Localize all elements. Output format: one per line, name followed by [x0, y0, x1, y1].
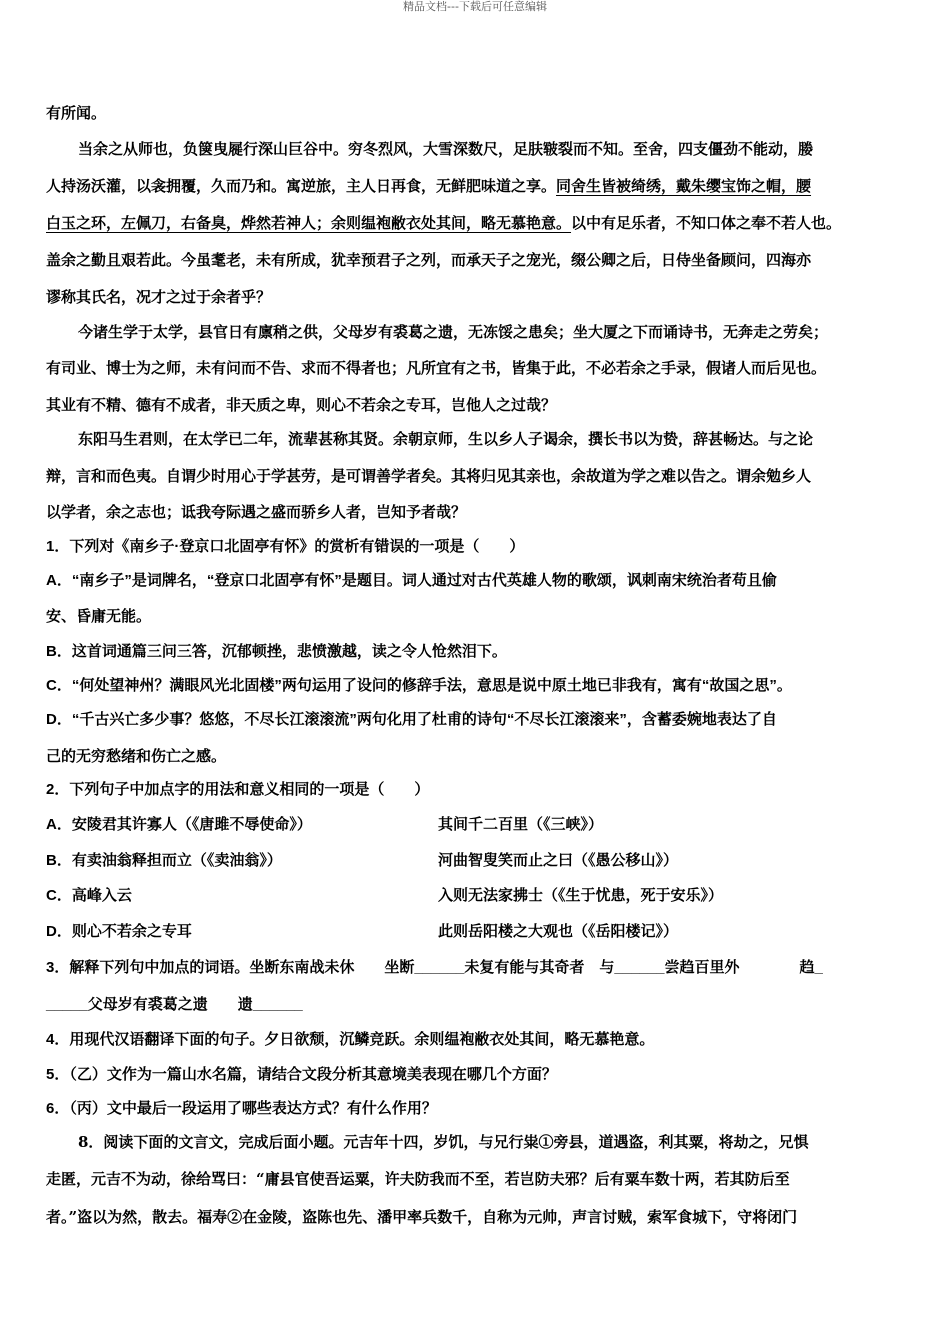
question-text: 5．（乙）文作为一篇山水名篇，请结合文段分析其意境美表现在哪几个方面？	[46, 1066, 557, 1083]
option-d	[46, 708, 777, 729]
option-text: B．有卖油翁释担而立（《卖油翁》）	[46, 852, 282, 869]
question-text: 1．下列对《南乡子·登京口北固亭有怀》的赏析有错误的一项是（ ）	[46, 538, 525, 555]
question-text: 者。”盗以为然，散去。福寿②在金陵，盗陈也先、潘甲率兵数千，自称为元帅，声言讨贼，索军食城下，守将闭门	[46, 1208, 798, 1226]
text-span: 有所闻。	[46, 104, 107, 122]
question-1	[46, 535, 524, 556]
text-span: 当余之从师也，负箧曳屣行深山巨谷中。穷冬烈风，大雪深数尺，足肤皲裂而不知。至舍，四支僵劲不能动，媵	[78, 140, 814, 158]
option-a	[46, 813, 604, 834]
option-text: 安、昏庸无能。	[46, 608, 152, 625]
option-a-cont	[46, 605, 151, 626]
question-3-cont	[46, 993, 303, 1014]
text-span: 谬称其氏名，况才之过于余者乎？	[46, 288, 272, 306]
text-span: 其业有不精、德有不成者，非天质之卑，则心不若余之专耳，岂他人之过哉？	[46, 396, 557, 414]
option-text: C．“何处望神州？满眼风光北固楼”两句运用了设问的修辞手法，意思是说中原土地已非我有，寓有“故国之思”。	[46, 677, 792, 694]
option-c	[46, 884, 724, 905]
text-line	[46, 175, 811, 196]
option-text: B．这首词通篇三问三答，沉郁顿挫，悲愤激越，读之令人怆然泪下。	[46, 643, 507, 660]
text-line	[78, 428, 813, 449]
text-line	[46, 249, 811, 270]
text-span: 人持汤沃灌，以衾拥覆，久而乃和。寓逆旅，主人日再食，无鲜肥味道之享。	[46, 177, 557, 195]
question-text: 6．（丙）文中最后一段运用了哪些表达方式？有什么作用？	[46, 1100, 437, 1117]
question-8-cont	[46, 1168, 790, 1189]
text-line	[46, 357, 826, 378]
question-text: 走匿，元吉不为动，徐给骂曰：“庸县官使吾运粟，许夫防我而不至，若岂防夫邪？后有粟车数十两，若其防后至	[46, 1170, 790, 1188]
text-span: 今诸生学于太学，县官日有廪稍之供，父母岁有裘葛之遗，无冻馁之患矣；坐大厦之下而诵诗书，无奔走之劳矣；	[78, 323, 829, 341]
question-5	[46, 1063, 557, 1084]
option-text: D．则心不若余之专耳	[46, 923, 192, 940]
text-span: 以学者，余之志也；诋我夸际遇之盛而骄乡人者，岂知予者哉？	[46, 503, 467, 521]
text-line	[46, 394, 556, 415]
text-line	[46, 102, 106, 123]
option-d	[46, 920, 679, 941]
text-line	[78, 138, 813, 159]
option-b	[46, 640, 507, 661]
text-span: 有司业、博士为之师，未有问而不告、求而不得者也；凡所宜有之书，皆集于此，不必若余之手录，假诸人而后见也。	[46, 359, 827, 377]
page-header: 精品文档---下载后可任意编辑	[403, 0, 547, 13]
question-text: 8．阅读下面的文言文，完成后面小题。元吉年十四，岁饥，与兄行粜①旁县，道遇盗，利其粟，将劫之，兄惧	[78, 1133, 809, 1151]
option-text: D．“千古兴亡多少事？悠悠，不尽长江滚滚流”两句化用了杜甫的诗句“不尽长江滚滚来”，含蓄委婉地表达了自	[46, 711, 777, 728]
option-d-cont	[46, 745, 226, 766]
text-span: 辩，言和而色夷。自谓少时用心于学甚劳，是可谓善学者矣。其将归见其亲也，余故道为学之难以告之。谓余勉乡人	[46, 467, 812, 485]
question-3	[46, 956, 823, 977]
underlined-text: 白玉之环，左佩刀，右备臭，烨然若神人；余则缊袍敝衣处其间，略无慕艳意。	[46, 214, 572, 232]
text-line	[46, 212, 841, 233]
option-c	[46, 674, 792, 695]
text-line	[78, 321, 828, 342]
option-text: 河曲智叟笑而止之曰（《愚公移山》）	[438, 852, 679, 869]
option-text: C．高峰入云	[46, 887, 132, 904]
text-line	[46, 465, 811, 486]
question-text: 4．用现代汉语翻译下面的句子。夕日欲颓，沉鳞竞跃。余则缊袍敝衣处其间，略无慕艳意。	[46, 1031, 655, 1048]
question-2	[46, 778, 429, 799]
text-span: 盖余之勤且艰若此。今虽耄老，未有所成，犹幸预君子之列，而承天子之宠光，缀公卿之后，日侍坐备顾问，四海亦	[46, 251, 812, 269]
question-text: 3．解释下列句中加点的词语。坐断东南战未休 坐断______未复有能与其奇者 与______尝趋百里外 趋_	[46, 959, 823, 976]
question-4	[46, 1028, 654, 1049]
option-text: 入则无法家拂士（《生于忧患，死于安乐》）	[438, 887, 724, 904]
option-text: 此则岳阳楼之大观也（《岳阳楼记》）	[438, 923, 679, 940]
option-text: 其间千二百里（《三峡》）	[438, 816, 604, 833]
text-line	[46, 501, 466, 522]
question-8	[78, 1131, 808, 1152]
option-text: 己的无穷愁绪和伤亡之感。	[46, 748, 227, 765]
text-span: 以中有足乐者，不知口体之奉不若人也。	[571, 214, 842, 232]
underlined-text: 同舍生皆被绮绣，戴朱缨宝饰之帽，腰	[556, 177, 812, 195]
question-8-cont	[46, 1206, 797, 1227]
question-text: 2．下列句子中加点字的用法和意义相同的一项是（ ）	[46, 781, 430, 798]
option-b	[46, 849, 679, 870]
question-6	[46, 1097, 437, 1118]
option-text: A．“南乡子”是词牌名，“登京口北固亭有怀”是题目。词人通过对古代英雄人物的歌颂，讽刺南宋统治者苟且偷	[46, 572, 777, 589]
option-a	[46, 569, 777, 590]
text-line	[46, 286, 271, 307]
text-span: 东阳马生君则，在太学已二年，流辈甚称其贤。余朝京师，生以乡人子谒余，撰长书以为贽，辞甚畅达。与之论	[78, 430, 814, 448]
option-text: A．安陵君其许寡人（《唐雎不辱使命》）	[46, 816, 312, 833]
question-text: _____父母岁有裘葛之遗 遗______	[46, 996, 303, 1013]
